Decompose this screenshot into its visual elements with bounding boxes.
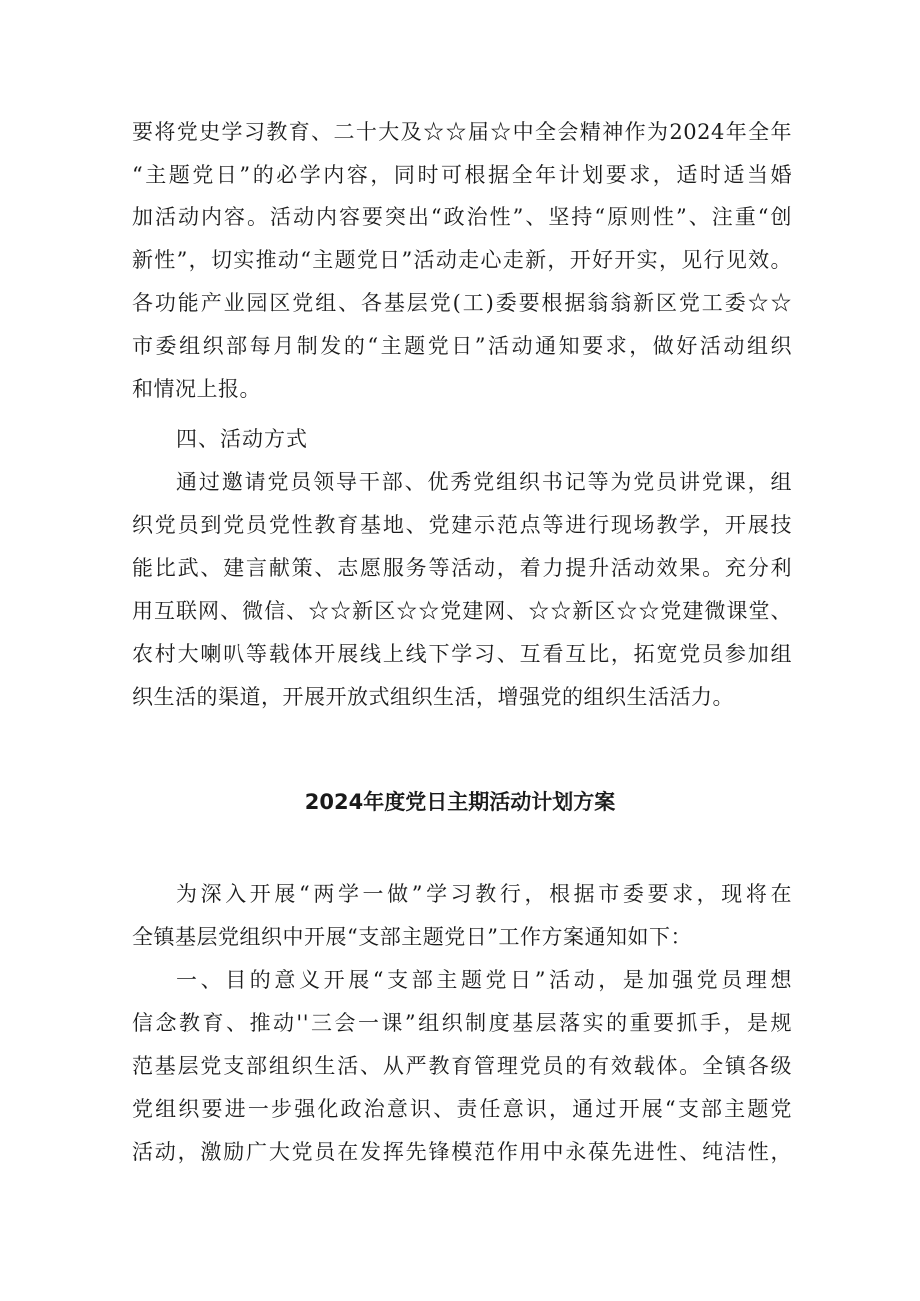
paragraph-line: 织党员到党员党性教育基地、党建示范点等进行现场教学，开展技 — [132, 513, 792, 537]
paragraph-line: 市委组织部每月制发的“主题党日”活动通知要求，做好活动组织 — [132, 334, 792, 358]
paragraph-line: 新性”，切实推动“主题党日”活动走心走新，开好开实，见行见效。 — [132, 248, 792, 272]
paragraph-line: 和情况上报。 — [132, 377, 261, 401]
section-heading: 四、活动方式 — [176, 427, 308, 451]
paragraph-line: “主题党日”的必学内容，同时可根据全年计划要求，适时适当婚 — [132, 163, 792, 187]
paragraph-line: 通过邀请党员领导干部、优秀党组织书记等为党员讲党课，组 — [176, 470, 792, 494]
paragraph-line: 一、目的意义开展“支部主题党日”活动，是加强党员理想 — [176, 968, 792, 992]
paragraph-line: 全镇基层党组织中开展“支部主题党日”工作方案通知如下： — [132, 925, 692, 949]
paragraph-line: 农村大喇叭等载体开展线上线下学习、互看互比，拓宽党员参加组 — [132, 642, 792, 666]
paragraph-line: 要将党史学习教育、二十大及☆☆届☆中全会精神作为2024年全年 — [132, 120, 792, 144]
paragraph-line: 各功能产业园区党组、各基层党(工)委要根据翁翁新区党工委☆☆ — [132, 291, 792, 315]
paragraph-line: 信念教育、推动''三会一课”组织制度基层落实的重要抓手，是规 — [132, 1011, 792, 1035]
paragraph-line: 范基层党支部组织生活、从严教育管理党员的有效载体。全镇各级 — [132, 1054, 792, 1078]
paragraph-line: 加活动内容。活动内容要突出“政治性”、坚持“原则性”、注重“创 — [132, 205, 792, 229]
paragraph-line: 活动，激励广大党员在发挥先锋模范作用中永葆先进性、纯洁性， — [132, 1140, 792, 1164]
paragraph-line: 织生活的渠道，开展开放式组织生活，增强党的组织生活活力。 — [132, 685, 734, 709]
paragraph-line: 能比武、建言献策、志愿服务等活动，着力提升活动效果。充分利 — [132, 556, 792, 580]
document-title: 2024年度党日主期活动计划方案 — [304, 790, 616, 814]
paragraph-line: 为深入开展“两学一做”学习教行，根据市委要求，现将在 — [176, 882, 792, 906]
paragraph-line: 党组织要进一步强化政治意识、责任意识，通过开展“支部主题党 — [132, 1097, 792, 1121]
paragraph-line: 用互联网、微信、☆☆新区☆☆党建网、☆☆新区☆☆党建微课堂、 — [132, 599, 792, 623]
